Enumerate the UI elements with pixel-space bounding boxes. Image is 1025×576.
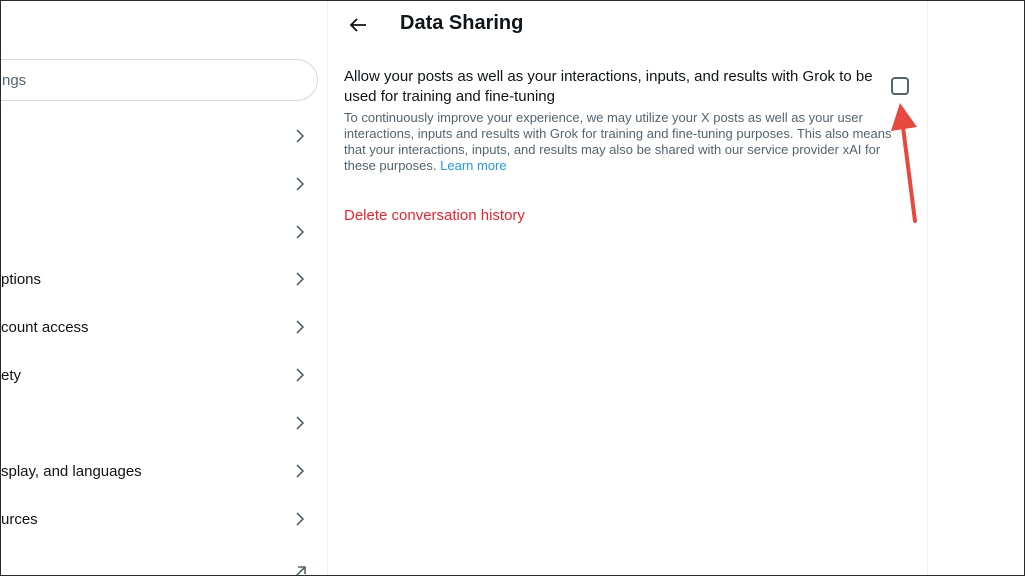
delete-conversation-history-button[interactable]: Delete conversation history xyxy=(344,207,525,224)
chevron-right-icon xyxy=(293,320,307,334)
learn-more-link[interactable]: Learn more xyxy=(440,158,507,173)
sidebar-item-7[interactable] xyxy=(1,399,327,447)
back-arrow-icon xyxy=(349,17,367,33)
settings-sidebar xyxy=(1,1,328,576)
sidebar-item-1[interactable] xyxy=(1,112,327,160)
chevron-right-icon xyxy=(293,177,307,191)
description-text: To continuously improve your experience, we may utilize your X posts as well as your user interactions, inputs and results with Grok for training and fine-tuning purposes. This also means that your interactions, inputs, and results may also be shared with our service provider xAI for these purposes. xyxy=(344,110,892,173)
sidebar-item-label: ptions xyxy=(1,270,42,288)
chevron-right-icon xyxy=(293,464,307,478)
sidebar-item-10[interactable] xyxy=(1,543,327,576)
sidebar-item-5[interactable] xyxy=(1,303,327,351)
data-sharing-checkbox[interactable] xyxy=(891,77,909,95)
sidebar-item-2[interactable] xyxy=(1,160,327,208)
annotation-arrow-icon xyxy=(881,97,931,227)
sidebar-item-label: urces xyxy=(1,510,38,528)
sidebar-item-6[interactable] xyxy=(1,351,327,399)
chevron-right-icon xyxy=(293,368,307,382)
data-sharing-option-label: Allow your posts as well as your interactions, inputs, and results with Grok to be used for training and fine-tuning xyxy=(344,68,873,105)
sidebar-item-3[interactable] xyxy=(1,208,327,256)
search-placeholder: ngs xyxy=(2,71,27,89)
chevron-right-icon xyxy=(293,416,307,430)
back-button[interactable] xyxy=(344,11,372,39)
data-sharing-option-description xyxy=(344,110,904,174)
page-title: Data Sharing xyxy=(400,12,524,34)
chevron-right-icon xyxy=(293,129,307,143)
sidebar-item-label: splay, and languages xyxy=(1,462,142,480)
sidebar-item-9[interactable] xyxy=(1,495,327,543)
sidebar-item-8[interactable] xyxy=(1,447,327,495)
data-sharing-panel xyxy=(328,1,927,576)
sidebar-item-4[interactable] xyxy=(1,255,327,303)
search-input[interactable] xyxy=(0,59,318,101)
chevron-right-icon xyxy=(293,512,307,526)
sidebar-item-label: count access xyxy=(1,318,89,336)
sidebar-item-label: ety xyxy=(1,366,22,384)
chevron-right-icon xyxy=(293,225,307,239)
right-rail xyxy=(927,1,1025,576)
chevron-right-icon xyxy=(293,272,307,286)
external-arrow-icon xyxy=(293,565,307,576)
